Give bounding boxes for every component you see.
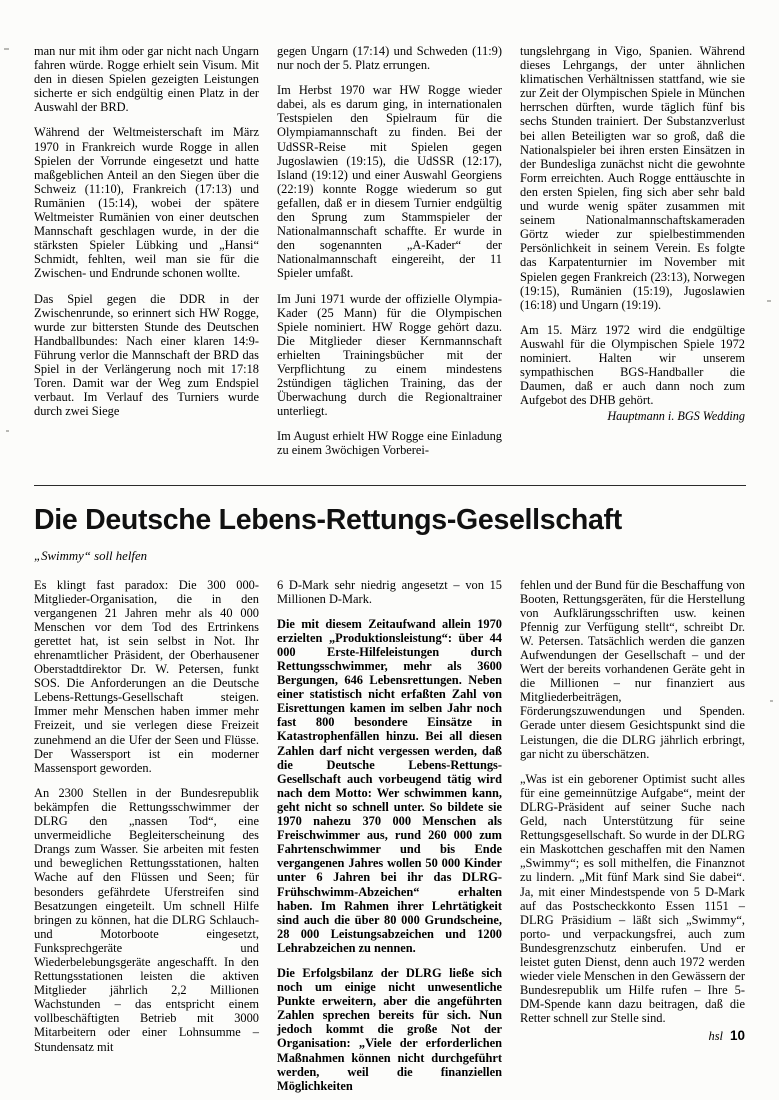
bottom-article-column-3	[520, 578, 745, 1045]
page-edge-speckle	[4, 48, 9, 50]
paragraph: gegen Ungarn (17:14) und Schweden (11:9) nur noch der 5. Platz errungen.	[277, 44, 502, 73]
paragraph: 6 D-Mark sehr niedrig angesetzt – von 15 Millionen D-Mark.	[277, 577, 502, 606]
paragraph: Während der Weltmeisterschaft im März 1970 in Frankreich wurde Rogge in allen Spielen der Vorrunde eingesetzt und hatte maßgeblichen Anteil an den Siegen über die Schweiz (11:10), Frankreich (17:13) und Rumänien (15:14), wobei der spätere Weltmeister Rumänien von einer deutschen Mannschaft geschlagen wurde, in der die stärksten Spieler Lübking und „Hansi“ Schmidt, fehlten, weil man sie für die Zwischen- und Endrunde schonen wollte.	[34, 125, 259, 281]
page-edge-speckle	[770, 700, 773, 702]
paragraph: Es klingt fast paradox: Die 300 000-Mitglieder-Organisation, die in den vergangenen 21 Jahren mehr als 40 000 Menschen vor dem Tod des Ertrinkens gerettet hat, ist sein selbst in Not. Ihr ehrenamtlicher Präsident, der Oberhausener Oberstadtdirektor Dr. W. Petersen, funkt SOS. Die Anforderungen an die Deutsche Lebens-Rettungs-Gesellschaft steigen. Immer mehr Menschen haben immer mehr Freizeit, und sie verlegen diese Freizeit zunehmend an die Ufer der Seen und Flüsse. Der Wassersport ist ein moderner Massensport geworden.	[34, 577, 259, 775]
page-title: Die Deutsche Lebens-Rettungs-Gesellschaft	[34, 503, 622, 536]
top-article-column-3	[520, 44, 745, 424]
page-content	[34, 44, 746, 1104]
paragraph: tungslehrgang in Vigo, Spanien. Während dieses Lehrgangs, der unter ähnlichen klimatischen Verhältnissen stattfand, wie sie zur Zeit der Olympischen Spiele in München herrschen dürften, wurde täglich fünf bis sechs Stunden trainiert. Der Substanzverlust bei allen Beteiligten war so groß, daß die Nationalspieler bei ihren ersten Einsätzen in der Bundesliga zunächst nicht die gewohnte Form erreichten. Auch Rogge enttäuschte in den ersten Spielen, fing sich aber sehr bald und wurde wenig später zusammen mit seinem Nationalmannschaftskameraden Görtz wieder zur spielbestimmenden Persönlichkeit in seinem Verein. Es folgte das Karpatenturnier im November mit Spielen gegen Frankreich (23:13), Norwegen (19:15), Rumänien (15:19), Jugoslawien (16:18) und Ungarn (19:19).	[520, 44, 745, 312]
section-divider	[34, 485, 746, 486]
page-footer	[520, 1028, 745, 1044]
paragraph: Im Herbst 1970 war HW Rogge wieder dabei, als es darum ging, in internationalen Testspielen den Spielraum für die Olympiamannschaft zu finden. Bei der UdSSR-Reise mit Spielen gegen Jugoslawien (19:15), die UdSSR (12:17), Island (19:12) und einer Auswahl Georgiens (22:19) konnte Rogge wiederum so gut gefallen, daß er in diesem Turnier endgültig den Sprung zum Stammspieler der Nationalmannschaft schaffte. Er wurde in den sogenannten „A-Kader“ der Nationalmannschaft eingereiht, der 11 Spieler umfaßt.	[277, 83, 502, 281]
bottom-article	[34, 578, 746, 1104]
article-subhead: „Swimmy“ soll helfen	[34, 548, 148, 563]
paragraph: „Was ist ein geborener Optimist sucht alles für eine gemeinnützige Aufgabe“, meint der DLRG-Präsident auf seiner Suche nach Geld, nach Unterstützung für seine Rettungsgesellschaft. So wurde in der DLRG ein Maskottchen geschaffen mit den Namen „Swimmy“; es soll mithelfen, die Finanznot zu lindern. „Mit fünf Mark sind Sie dabei“. Ja, mit einer Mindestspende von 5 D-Mark auf das Postscheckkonto Essen 1151 – DLRG Präsidium – läßt sich „Swimmy“, porto- und verpackungsfrei, auch zum Bundesgrenzschutz einberufen. Und er leistet guten Dienst, denn auch 1972 werden wieder viele Menschen in den Gewässern der Bundesrepublik um Hilfe rufen – Ihre 5-DM-Spende kann dazu beitragen, daß die Retter schnell zur Stelle sind.	[520, 771, 746, 1026]
paragraph: Im August erhielt HW Rogge eine Einladung zu einem 3wöchigen Vorberei-	[277, 429, 502, 458]
paragraph: Am 15. März 1972 wird die endgültige Auswahl für die Olympischen Spiele 1972 nominiert. Halten wir unserem sympathischen BGS-Handballer die Daumen, daß er auch dann noch zum Aufgebot des DHB gehört.	[520, 322, 745, 408]
page-edge-speckle	[6, 430, 9, 432]
paragraph: Die mit diesem Zeitaufwand allein 1970 erzielten „Produktionsleistung“: über 44 000 Erste-Hilfeleistungen durch Rettungsschwimmer, mehr als 3600 Bergungen, 646 Lebensrettungen. Neben einer statistisch nicht erfaßten Zahl von Eisrettungen kamen im selben Jahr noch fast 800 besondere Einsätze in Katastrophenfällen hinzu. Bei all diesen Zahlen darf nicht vergessen werden, daß die Deutsche Lebens-Rettungs-Gesellschaft auch vorbeugend tätig wird nach dem Motto: Wer schwimmen kann, geht nicht so schnell unter. So bildete sie 1970 nahezu 370 000 Menschen als Freischwimmer aus, rund 260 000 zum Fahrtenschwimmer und bis Ende vergangenen Jahres wollen 50 000 Kinder unter 6 Jahren bei ihr das DLRG-Frühschwimm-Abzeichen“ erhalten haben. Im Rahmen ihrer Lehrtätigkeit sind auch die über 80 000 Grundscheine, 28 000 Leistungsabzeichen und 1200 Lehrabzeichen zu nennen.	[277, 616, 502, 955]
bottom-article-column-1	[34, 578, 259, 1065]
author-initials: hsl	[708, 1029, 723, 1044]
paragraph: fehlen und der Bund für die Beschaffung von Booten, Rettungsgeräten, für die Herstellung von Aufklärungsschriften usw. keinen Pfennig zur Verfügung stellt“, schreibt Dr. W. Petersen. Tatsächlich werden die ganzen Aufwendungen der Gesellschaft – und der Wert der bereits vorhandenen Geräte geht in die Millionen – nur finanziert aus Mitgliederbeiträgen, Förderungszuwendungen und Spenden. Gerade unter diesem Gesichtspunkt sind die Leistungen, die die DLRG jährlich erbringt, gar nicht zu überschätzen.	[520, 577, 745, 761]
page-edge-speckle	[767, 300, 771, 302]
bottom-article-column-2	[277, 578, 502, 1104]
paragraph: Das Spiel gegen die DDR in der Zwischenrunde, so erinnert sich HW Rogge, wurde zur bittersten Stunde des Deutschen Handballbundes: Nach einer klaren 14:9-Führung verlor die Mannschaft der BRD das Spiel in der Verlängerung noch mit 17:18 Toren. Damit war der Weg zum Endspiel verbaut. Im Verlauf des Turniers wurde durch zwei Siege	[34, 291, 259, 419]
page-number: 10	[729, 1028, 745, 1044]
paragraph: Im Juni 1971 wurde der offizielle Olympia-Kader (25 Mann) für die Olympischen Spiele nominiert. HW Rogge gehört dazu. Die Mitglieder dieser Kernmannschaft erhielten Trainingsbücher mit der Verpflichtung zu einem mindestens 2stündigen täglichen Training, das der Überwachung durch die Regionaltrainer unterliegt.	[277, 291, 502, 419]
article-signature: Hauptmann i. BGS Wedding	[607, 409, 745, 424]
paragraph: Die Erfolgsbilanz der DLRG ließe sich noch um einige nicht unwesentliche Punkte erweitern, aber die angeführten Zahlen sprechen bereits für sich. Nun jedoch kommt die große Not der Organisation: „Viele der erforderlichen Maßnahmen können nicht durchgeführt werden, weil die finanziellen Möglichkeiten	[277, 965, 502, 1093]
top-article-column-1	[34, 44, 259, 429]
top-article	[34, 44, 746, 469]
paragraph: man nur mit ihm oder gar nicht nach Ungarn fahren würde. Rogge erhielt sein Visum. Mit den in diesen Spielen gezeigten Leistungen sicherte er sich endgültig einen Platz in der Auswahl der BRD.	[34, 44, 259, 115]
top-article-column-2	[277, 44, 502, 469]
paragraph: An 2300 Stellen in der Bundesrepublik bekämpfen die Rettungsschwimmer der DLRG den „nassen Tod“, eine unvermeidliche Begleiterscheinung des Drangs zum Wasser. Sie arbeiten mit festen und beweglichen Rettungsstationen, halten Wache auf den Flüssen und Seen; für besonders gefährdete Uferstreifen sind Besatzungen eingeteilt. Um schnell Hilfe bringen zu können, hat die DLRG Schlauch- und Motorboote eingesetzt, Funksprechgeräte und Wiederbelebungsgeräte angeschafft. In den Rettungsstationen leisten die aktiven Mitglieder jährlich 2,2 Millionen Wachstunden – das entspricht einem vollbeschäftigten Betrieb mit 3000 Mitarbeitern oder einer Lohnsumme – Stundensatz mit	[34, 785, 259, 1054]
